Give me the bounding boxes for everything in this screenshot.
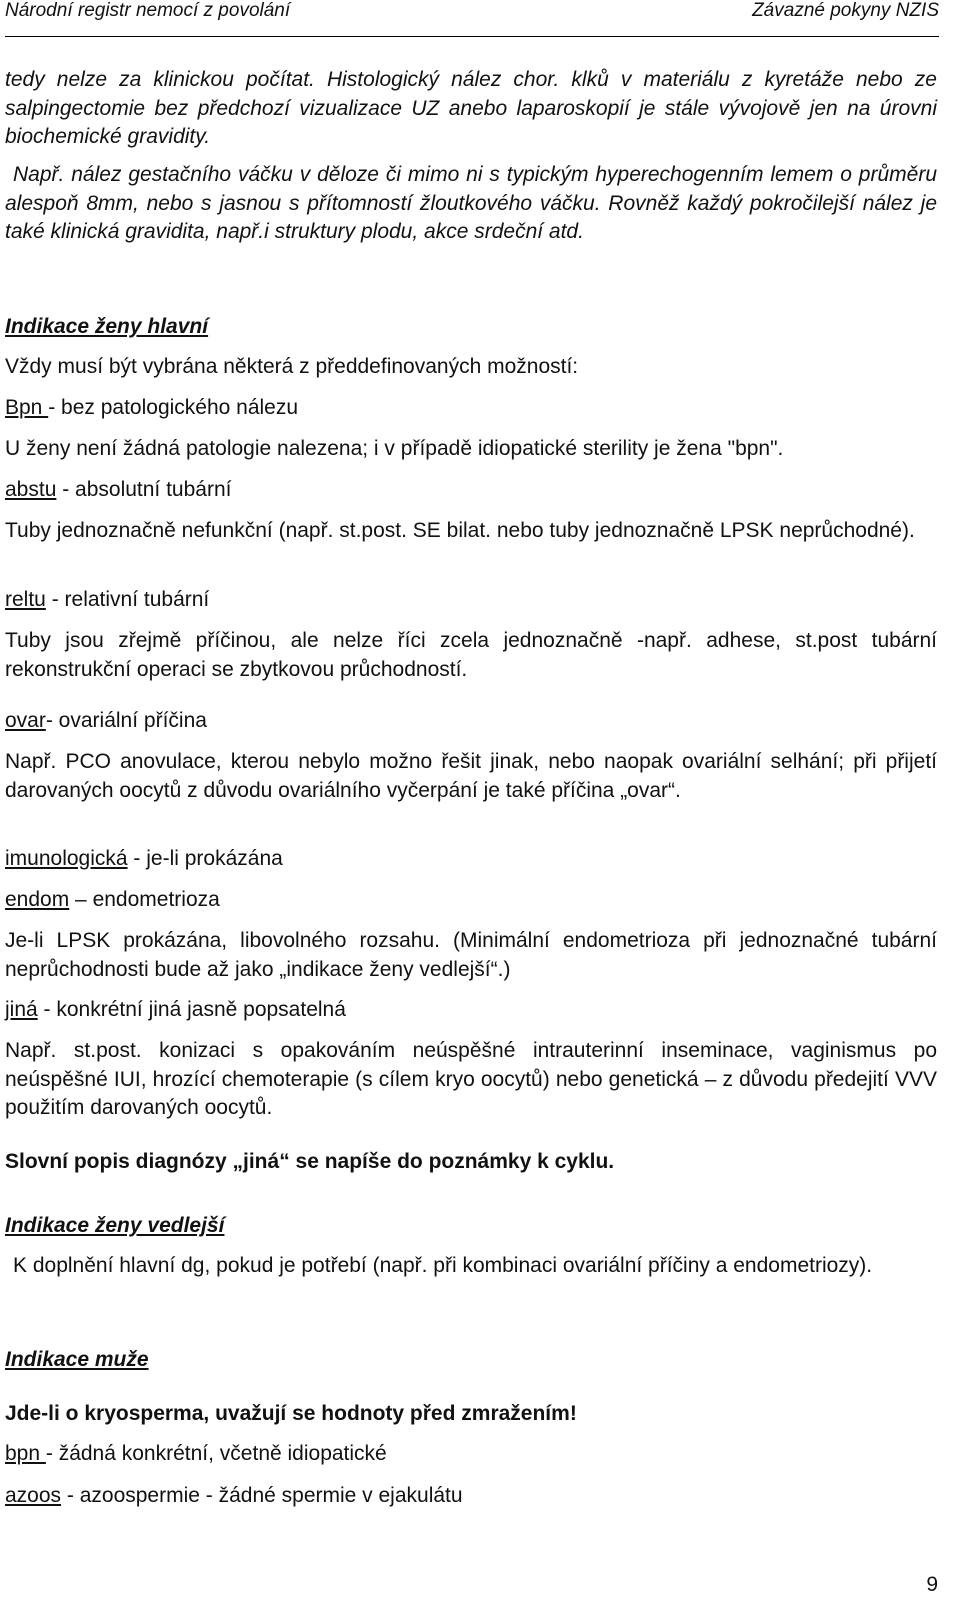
section-text-vedlejsi (5, 1252, 937, 1281)
option-code: jiná (5, 998, 38, 1021)
section-text-vedlejsi-content: K doplnění hlavní dg, pokud je potřebí (např. při kombinaci ovariální příčiny a endometriozy). (13, 1254, 873, 1277)
option-label: - absolutní tubární (56, 478, 232, 501)
option-imunologicka (5, 845, 937, 874)
option-reltu-description: Tuby jsou zřejmě příčinou, ale nelze říci zcela jednoznačně -např. adhese, st.post tubární rekonstrukční operaci se zbytkovou průchodností. (5, 629, 937, 681)
option-code: reltu (5, 588, 46, 611)
header-registry-title: Národní registr nemocí z povolání (5, 0, 291, 21)
option-bpn-description: U ženy není žádná patologie nalezena; i v případě idiopatické sterility je žena "bpn". (5, 437, 784, 460)
section-heading-indikace-zeny-hlavni: Indikace ženy hlavní (5, 315, 209, 338)
option-code: abstu (5, 478, 57, 501)
option-azoos (5, 1482, 937, 1511)
option-ovar-description: Např. PCO anovulace, kterou nebylo možno řešit jinak, nebo naopak ovariální selhání; při přijetí darovaných oocytů z důvodu ovariálního vyčerpání je také příčina „ovar“. (5, 750, 937, 802)
section-lead: Vždy musí být vybrána některá z předdefinovaných možností: (5, 355, 579, 378)
option-label: - ovariální příčina (45, 709, 207, 732)
header-document-title: Závazné pokyny NZIS (752, 0, 939, 21)
note-kryosperma: Jde-li o kryosperma, uvažují se hodnoty před zmražením! (5, 1402, 577, 1425)
option-endom (5, 886, 937, 915)
page-header (5, 0, 939, 37)
option-label: - konkrétní jiná jasně popsatelná (37, 998, 346, 1021)
option-bpn-muz (5, 1440, 937, 1469)
section-heading-indikace-zeny-vedlejsi: Indikace ženy vedlejší (5, 1214, 225, 1237)
note-jina-diagnosis: Slovní popis diagnózy „jiná“ se napíše do poznámky k cyklu. (5, 1150, 615, 1173)
intro-paragraph-2-text: Např. nález gestačního váčku v děloze či mimo ni s typickým hyperechogenním lemem o průměru alespoň 8mm, nebo s jasnou s přítomností žloutkového váčku. Rovněž každý pokročilejší nález je také klinická gravidita, např.i struktury plodu, akce srdeční atd. (5, 163, 937, 243)
option-reltu (5, 586, 937, 615)
section-heading-indikace-muze: Indikace muže (5, 1348, 149, 1371)
page-number: 9 (926, 1573, 938, 1596)
option-abstu-description: Tuby jednoznačně nefunkční (např. st.post. SE bilat. nebo tuby jednoznačně LPSK neprůchodné). (5, 519, 915, 542)
option-ovar (5, 707, 937, 736)
option-jina (5, 996, 937, 1025)
option-label: - relativní tubární (45, 588, 210, 611)
option-code: azoos (5, 1484, 62, 1507)
option-code: endom (5, 888, 70, 911)
option-code: Bpn (5, 396, 49, 419)
option-abstu (5, 476, 937, 505)
option-endom-description: Je-li LPSK prokázána, libovolného rozsahu. (Minimální endometrioza při jednoznačné tubární neprůchodnosti bude až jako „indikace ženy vedlejší“.) (5, 929, 937, 981)
option-jina-description: Např. st.post. konizaci s opakováním neúspěšné intrauterinní inseminace, vaginismus po neúspěšné IUI, hrozící chemoterapie (s cílem kryo oocytů) nebo genetická – z důvodu předejití VVV použitím darovaných oocytů. (5, 1039, 937, 1119)
intro-paragraph-1: tedy nelze za klinickou počítat. Histologický nález chor. klků v materiálu z kyretáže nebo ze salpingectomie bez předchozí vizualizace UZ anebo laparoskopií je stále vývojově jen na úrovni biochemické gravidity. (5, 68, 937, 148)
option-label: - azoospermie - žádné spermie v ejakulátu (61, 1484, 463, 1507)
option-code: bpn (5, 1442, 46, 1465)
option-label: – endometrioza (69, 888, 220, 911)
intro-paragraph-2 (5, 161, 937, 247)
option-code: ovar (5, 709, 46, 732)
option-bpn (5, 394, 937, 423)
option-label: - je-li prokázána (127, 847, 283, 870)
option-code: imunologická (5, 847, 128, 870)
option-label: - žádná konkrétní, včetně idiopatické (45, 1442, 387, 1465)
option-label: - bez patologického nálezu (48, 396, 299, 419)
